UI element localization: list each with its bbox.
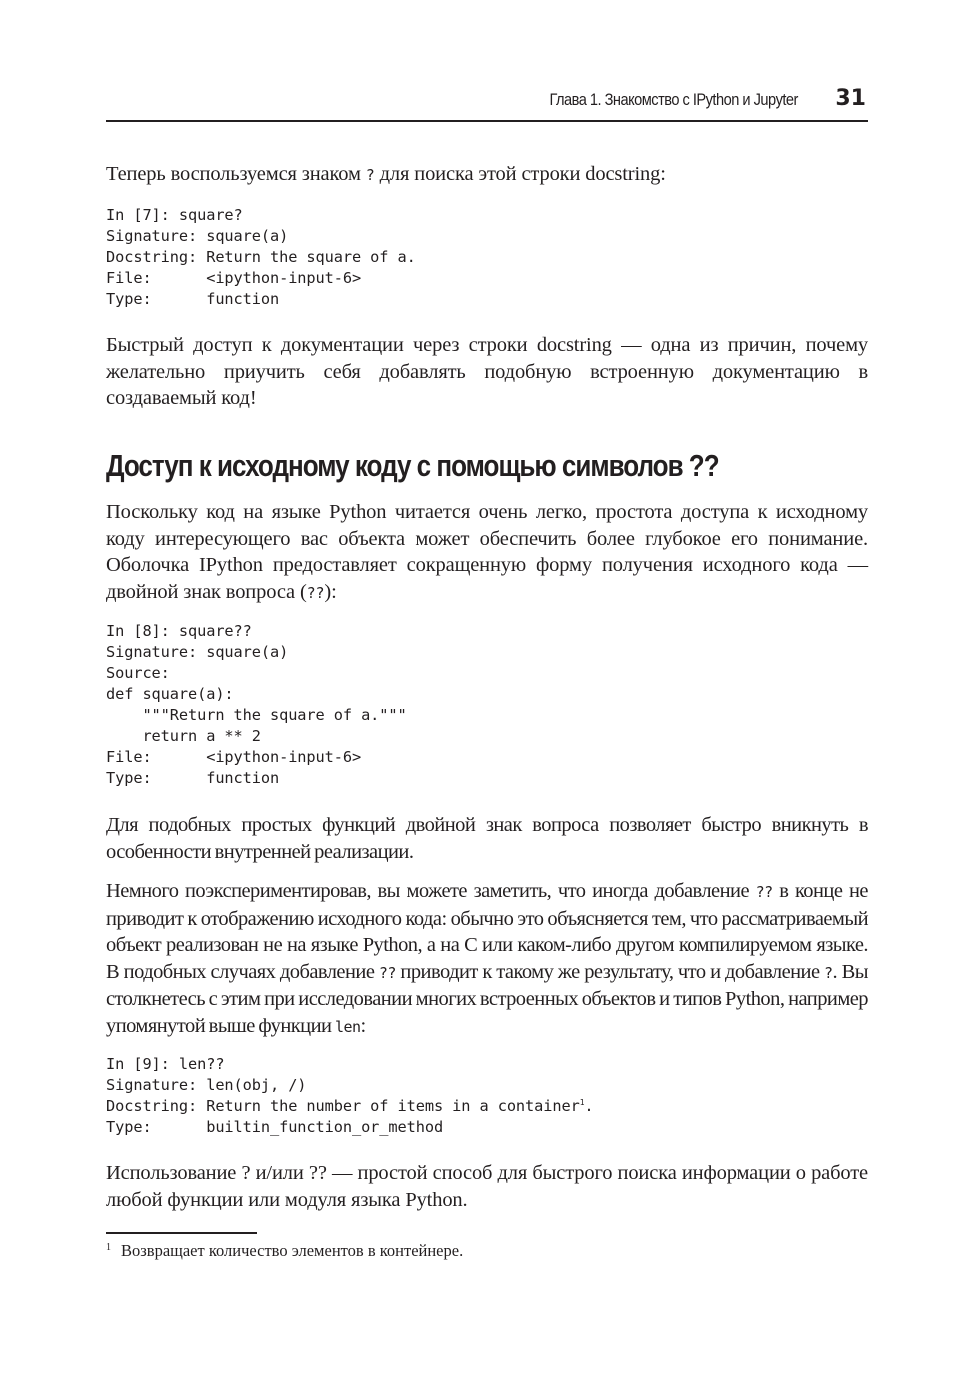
running-header [106,84,868,122]
inline-code: ? [824,963,833,982]
code-line: Type: function [106,769,280,787]
code-text: . [584,1097,594,1115]
code-text: Docstring: Return the number of items in a container [106,1097,580,1115]
page-number: 31 [835,86,866,111]
code-line: Type: builtin_function_or_method [106,1118,444,1136]
footnote-reference[interactable]: 1 [579,1098,585,1107]
text-run: в конце не приводит к отображению исходного кода: обычно это объясняется тем, что рассматриваемый объект реализован не на языке Python, а на C или каком-либо другом компилируемом языке. В подобных случаях добавление [106,880,868,983]
code-line: return a ** 2 [106,727,261,745]
text-run: приводит к такому же результату, что и добавление [395,960,825,983]
code-block-square-help [106,205,416,310]
inline-code: ? [365,166,375,184]
running-title: Глава 1. Знакомство с IPython и Jupyter [549,90,798,109]
text-run: Теперь воспользуемся знаком [106,163,366,185]
code-line: In [7]: square? [106,206,243,224]
text-run: . Вы столкнетесь с этим при исследовании многих встроенных объектов и типов Python, например упомянутой выше функции [106,960,868,1037]
footnote-marker: 1 [106,1242,111,1253]
text-run: Немного поэкспериментировав, вы можете заметить, что иногда добавление [106,880,756,902]
paragraph-simple-functions: Для подобных простых функций двойной знак вопроса позволяет быстро вникнуть в особенности внутренней реализации. [106,814,868,863]
paragraph-compiled-objects [106,878,868,1040]
section-heading: Доступ к исходному коду с помощью символов ?? [106,448,719,483]
inline-code: len [335,1017,361,1036]
code-line: Signature: square(a) [106,643,289,661]
text-run: ): [324,580,337,603]
code-block-len-source [106,1054,594,1138]
code-line [106,1097,594,1115]
footnote [106,1240,463,1262]
code-line: Signature: square(a) [106,227,289,245]
code-line: Signature: len(obj, /) [106,1076,307,1094]
code-line: Type: function [106,290,280,308]
code-line: File: <ipython-input-6> [106,269,362,287]
code-block-square-source [106,621,407,789]
code-line: """Return the square of a.""" [106,706,407,724]
text-run: для поиска этой строки docstring: [374,163,666,185]
inline-code: ?? [755,883,773,901]
code-line: Source: [106,664,170,682]
code-line: In [9]: len?? [106,1055,225,1073]
code-line: def square(a): [106,685,234,703]
footnote-divider [106,1232,257,1234]
inline-code: ?? [306,583,325,602]
code-line: In [8]: square?? [106,622,252,640]
paragraph-intro-docstring [106,161,868,189]
text-run: Поскольку код на языке Python читается очень легко, простота доступа к исходному коду интересующего вас объекта может обеспечить более глубокое его понимание. Оболочка IPython предоставляет сокращенную форму получения исходного кода — двойной знак вопроса ( [106,501,868,603]
text-run: : [360,1014,366,1037]
paragraph-docstring-benefit: Быстрый доступ к документации через строки docstring — одна из причин, почему желательно приучить себя добавлять подобную встроенную документацию в создаваемый код! [106,334,868,409]
inline-code: ?? [378,963,396,982]
code-line: File: <ipython-input-6> [106,748,362,766]
paragraph-source-access [106,499,868,606]
footnote-text: Возвращает количество элементов в контейнере. [121,1241,464,1260]
paragraph-summary: Использование ? и/или ?? — простой способ для быстрого поиска информации о работе любой функции или модуля языка Python. [106,1162,868,1211]
code-line: Docstring: Return the square of a. [106,248,416,266]
